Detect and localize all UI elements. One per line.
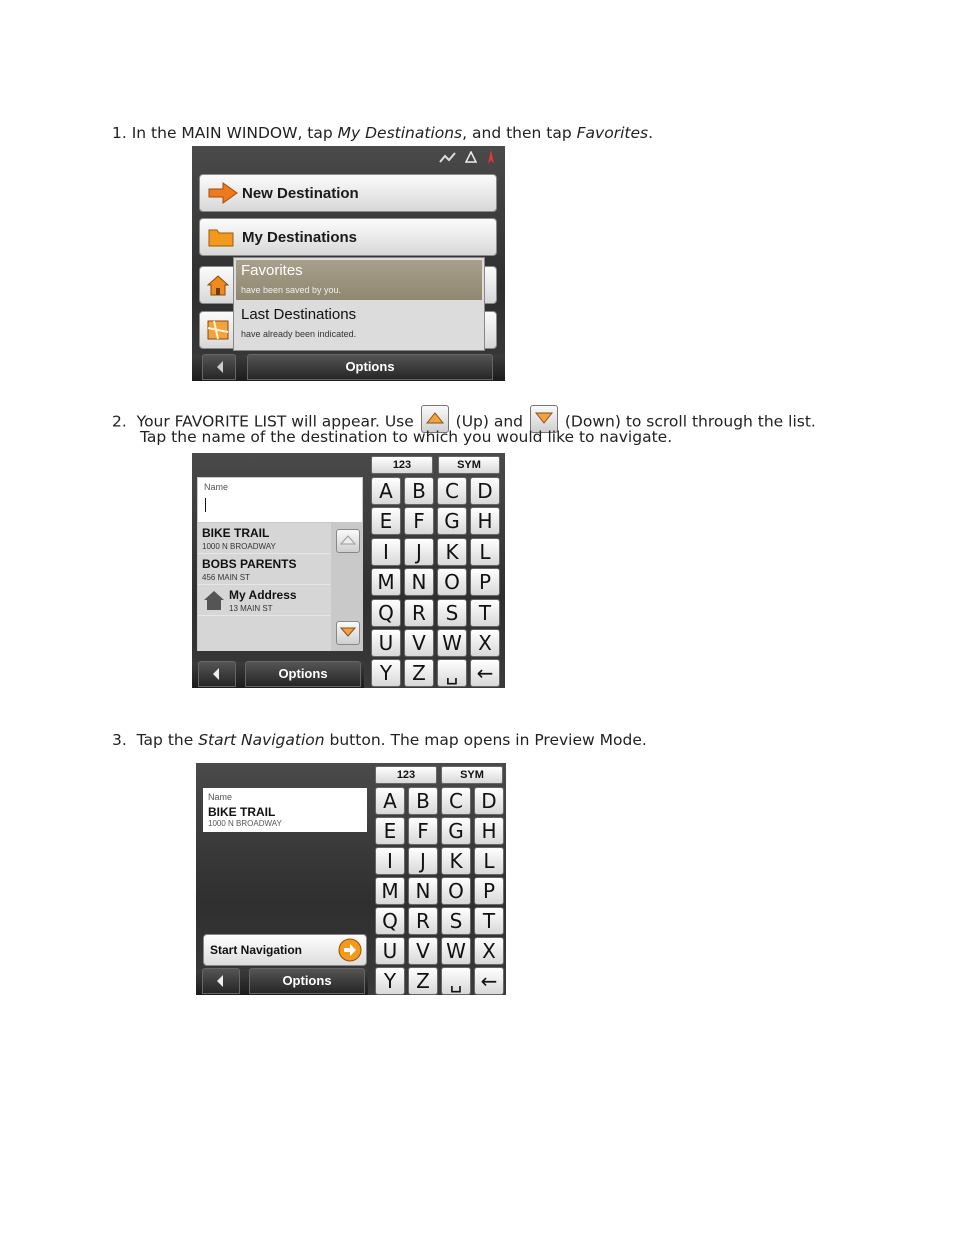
key-g[interactable]: G [437, 507, 467, 535]
key-r[interactable]: R [408, 907, 438, 935]
favorite-address: 1000 N BROADWAY [202, 542, 276, 551]
bottom-toolbar [192, 355, 505, 381]
scroll-down-button[interactable] [336, 621, 360, 645]
key-n[interactable]: N [408, 877, 438, 905]
button-edge [483, 266, 497, 304]
gps-icon [487, 150, 495, 164]
bottom-toolbar [192, 662, 364, 688]
start-navigation-button[interactable] [203, 934, 367, 966]
step-1-instruction [112, 124, 653, 143]
key-r[interactable]: R [404, 599, 434, 627]
key-d[interactable]: D [470, 477, 500, 505]
step-text: , and then tap [462, 124, 577, 142]
key-h[interactable]: H [470, 507, 500, 535]
emphasis-start-navigation: Start Navigation [198, 731, 325, 749]
numbers-mode-key[interactable]: 123 [371, 456, 433, 474]
symbols-mode-key[interactable]: SYM [441, 766, 503, 784]
favorites-menu-item[interactable] [236, 260, 482, 300]
back-button[interactable] [198, 661, 236, 687]
up-arrow-icon [426, 411, 444, 425]
key-a[interactable]: A [371, 477, 401, 505]
home-button[interactable] [199, 266, 237, 304]
space-key[interactable]: ␣ [441, 967, 471, 995]
folder-icon [208, 226, 234, 248]
key-b[interactable]: B [404, 477, 434, 505]
key-f[interactable]: F [404, 507, 434, 535]
key-o[interactable]: O [437, 568, 467, 596]
map-icon [206, 318, 230, 342]
favorites-title: Favorites [241, 262, 303, 279]
last-destinations-subtitle: have already been indicated. [241, 329, 357, 339]
selected-name: BIKE TRAIL [208, 805, 276, 819]
key-y[interactable]: Y [371, 659, 401, 687]
key-z[interactable]: Z [404, 659, 434, 687]
favorites-subtitle: have been saved by you. [241, 285, 342, 295]
key-w[interactable]: W [441, 937, 471, 965]
new-destination-button[interactable] [199, 174, 497, 212]
start-navigation-label: Start Navigation [210, 943, 303, 957]
key-m[interactable]: M [371, 568, 401, 596]
key-q[interactable]: Q [375, 907, 405, 935]
favorite-list-screenshot [192, 453, 505, 688]
key-o[interactable]: O [441, 877, 471, 905]
key-e[interactable]: E [371, 507, 401, 535]
key-i[interactable]: I [371, 538, 401, 566]
name-input[interactable] [198, 478, 362, 522]
key-z[interactable]: Z [408, 967, 438, 995]
my-destinations-button[interactable] [199, 218, 497, 256]
back-button[interactable] [202, 968, 240, 994]
step-text: (Down) to scroll through the list. [564, 412, 816, 431]
my-destinations-label: My Destinations [242, 229, 358, 246]
last-destinations-title: Last Destinations [241, 306, 357, 323]
numbers-mode-key[interactable]: 123 [375, 766, 437, 784]
key-s[interactable]: S [441, 907, 471, 935]
key-q[interactable]: Q [371, 599, 401, 627]
step-number: 2. [112, 412, 127, 431]
go-arrow-icon [338, 938, 362, 962]
key-l[interactable]: L [470, 538, 500, 566]
space-key[interactable]: ␣ [437, 659, 467, 687]
key-u[interactable]: U [375, 937, 405, 965]
options-button[interactable]: Options [247, 354, 493, 380]
new-destination-label: New Destination [242, 185, 359, 202]
down-arrow-icon [535, 411, 553, 425]
step-text: Your FAVORITE LIST will appear. Use [136, 412, 419, 431]
step-3-instruction [112, 731, 647, 750]
key-p[interactable]: P [474, 877, 504, 905]
key-x[interactable]: X [474, 937, 504, 965]
favorite-address: 13 MAIN ST [229, 604, 273, 613]
selected-address: 1000 N BROADWAY [208, 819, 282, 828]
options-button[interactable]: Options [245, 661, 361, 687]
step-text: button. The map opens in Preview Mode. [324, 731, 647, 749]
step-text: . [648, 124, 654, 142]
back-arrow-icon [216, 975, 224, 987]
main-window-screenshot [192, 146, 505, 381]
step-number: 3. [112, 731, 127, 749]
step-2-instruction-line-2: Tap the name of the destination to which you would like to navigate. [140, 428, 673, 446]
scroll-up-button[interactable] [336, 529, 360, 553]
list-item[interactable] [198, 554, 330, 585]
home-icon [206, 273, 230, 297]
list-item[interactable] [198, 523, 330, 554]
step-text: In the MAIN WINDOW, tap [131, 124, 338, 142]
key-x[interactable]: X [470, 629, 500, 657]
status-bar [439, 150, 499, 166]
key-a[interactable]: A [375, 787, 405, 815]
key-c[interactable]: C [441, 787, 471, 815]
favorite-name: BOBS PARENTS [202, 557, 297, 571]
preview-screenshot [196, 763, 506, 995]
key-y[interactable]: Y [375, 967, 405, 995]
key-m[interactable]: M [375, 877, 405, 905]
list-item[interactable] [198, 585, 330, 616]
alert-icon [465, 151, 477, 163]
key-t[interactable]: T [474, 907, 504, 935]
symbols-mode-key[interactable]: SYM [438, 456, 500, 474]
key-h[interactable]: H [474, 817, 504, 845]
signal-icon [439, 152, 457, 164]
favorite-name: My Address [229, 588, 297, 602]
key-s[interactable]: S [437, 599, 467, 627]
key-w[interactable]: W [437, 629, 467, 657]
arrow-right-icon [208, 182, 238, 204]
back-arrow-icon [216, 361, 224, 373]
down-arrow-icon [340, 626, 356, 638]
key-g[interactable]: G [441, 817, 471, 845]
name-label: Name [208, 792, 233, 802]
bottom-toolbar [196, 969, 368, 995]
key-e[interactable]: E [375, 817, 405, 845]
key-j[interactable]: J [408, 847, 438, 875]
step-text: (Up) and [455, 412, 528, 431]
key-v[interactable]: V [408, 937, 438, 965]
map-button[interactable] [199, 311, 237, 349]
key-n[interactable]: N [404, 568, 434, 596]
favorite-list [198, 523, 331, 651]
key-p[interactable]: P [470, 568, 500, 596]
back-button[interactable] [202, 354, 236, 380]
backspace-key[interactable]: ← [470, 659, 500, 687]
key-k[interactable]: K [441, 847, 471, 875]
key-u[interactable]: U [371, 629, 401, 657]
home-icon [203, 589, 225, 611]
favorite-list-panel [197, 477, 363, 651]
key-c[interactable]: C [437, 477, 467, 505]
favorite-address: 456 MAIN ST [202, 573, 251, 582]
back-arrow-icon [212, 668, 220, 680]
emphasis-favorites: Favorites [576, 124, 649, 142]
key-v[interactable]: V [404, 629, 434, 657]
key-k[interactable]: K [437, 538, 467, 566]
key-b[interactable]: B [408, 787, 438, 815]
backspace-key[interactable]: ← [474, 967, 504, 995]
my-destinations-popup [233, 257, 485, 351]
options-button[interactable]: Options [249, 968, 365, 994]
key-d[interactable]: D [474, 787, 504, 815]
selected-destination-box [203, 788, 367, 832]
up-arrow-icon [340, 534, 356, 546]
step-number: 1. [112, 124, 127, 142]
text-cursor [205, 498, 206, 512]
key-j[interactable]: J [404, 538, 434, 566]
key-t[interactable]: T [470, 599, 500, 627]
key-l[interactable]: L [474, 847, 504, 875]
name-label: Name [204, 482, 229, 492]
emphasis-my-destinations: My Destinations [337, 124, 463, 142]
key-i[interactable]: I [375, 847, 405, 875]
step-text: Tap the [136, 731, 199, 749]
key-f[interactable]: F [408, 817, 438, 845]
favorite-name: BIKE TRAIL [202, 526, 270, 540]
last-destinations-menu-item[interactable] [236, 304, 482, 344]
button-edge [483, 311, 497, 349]
